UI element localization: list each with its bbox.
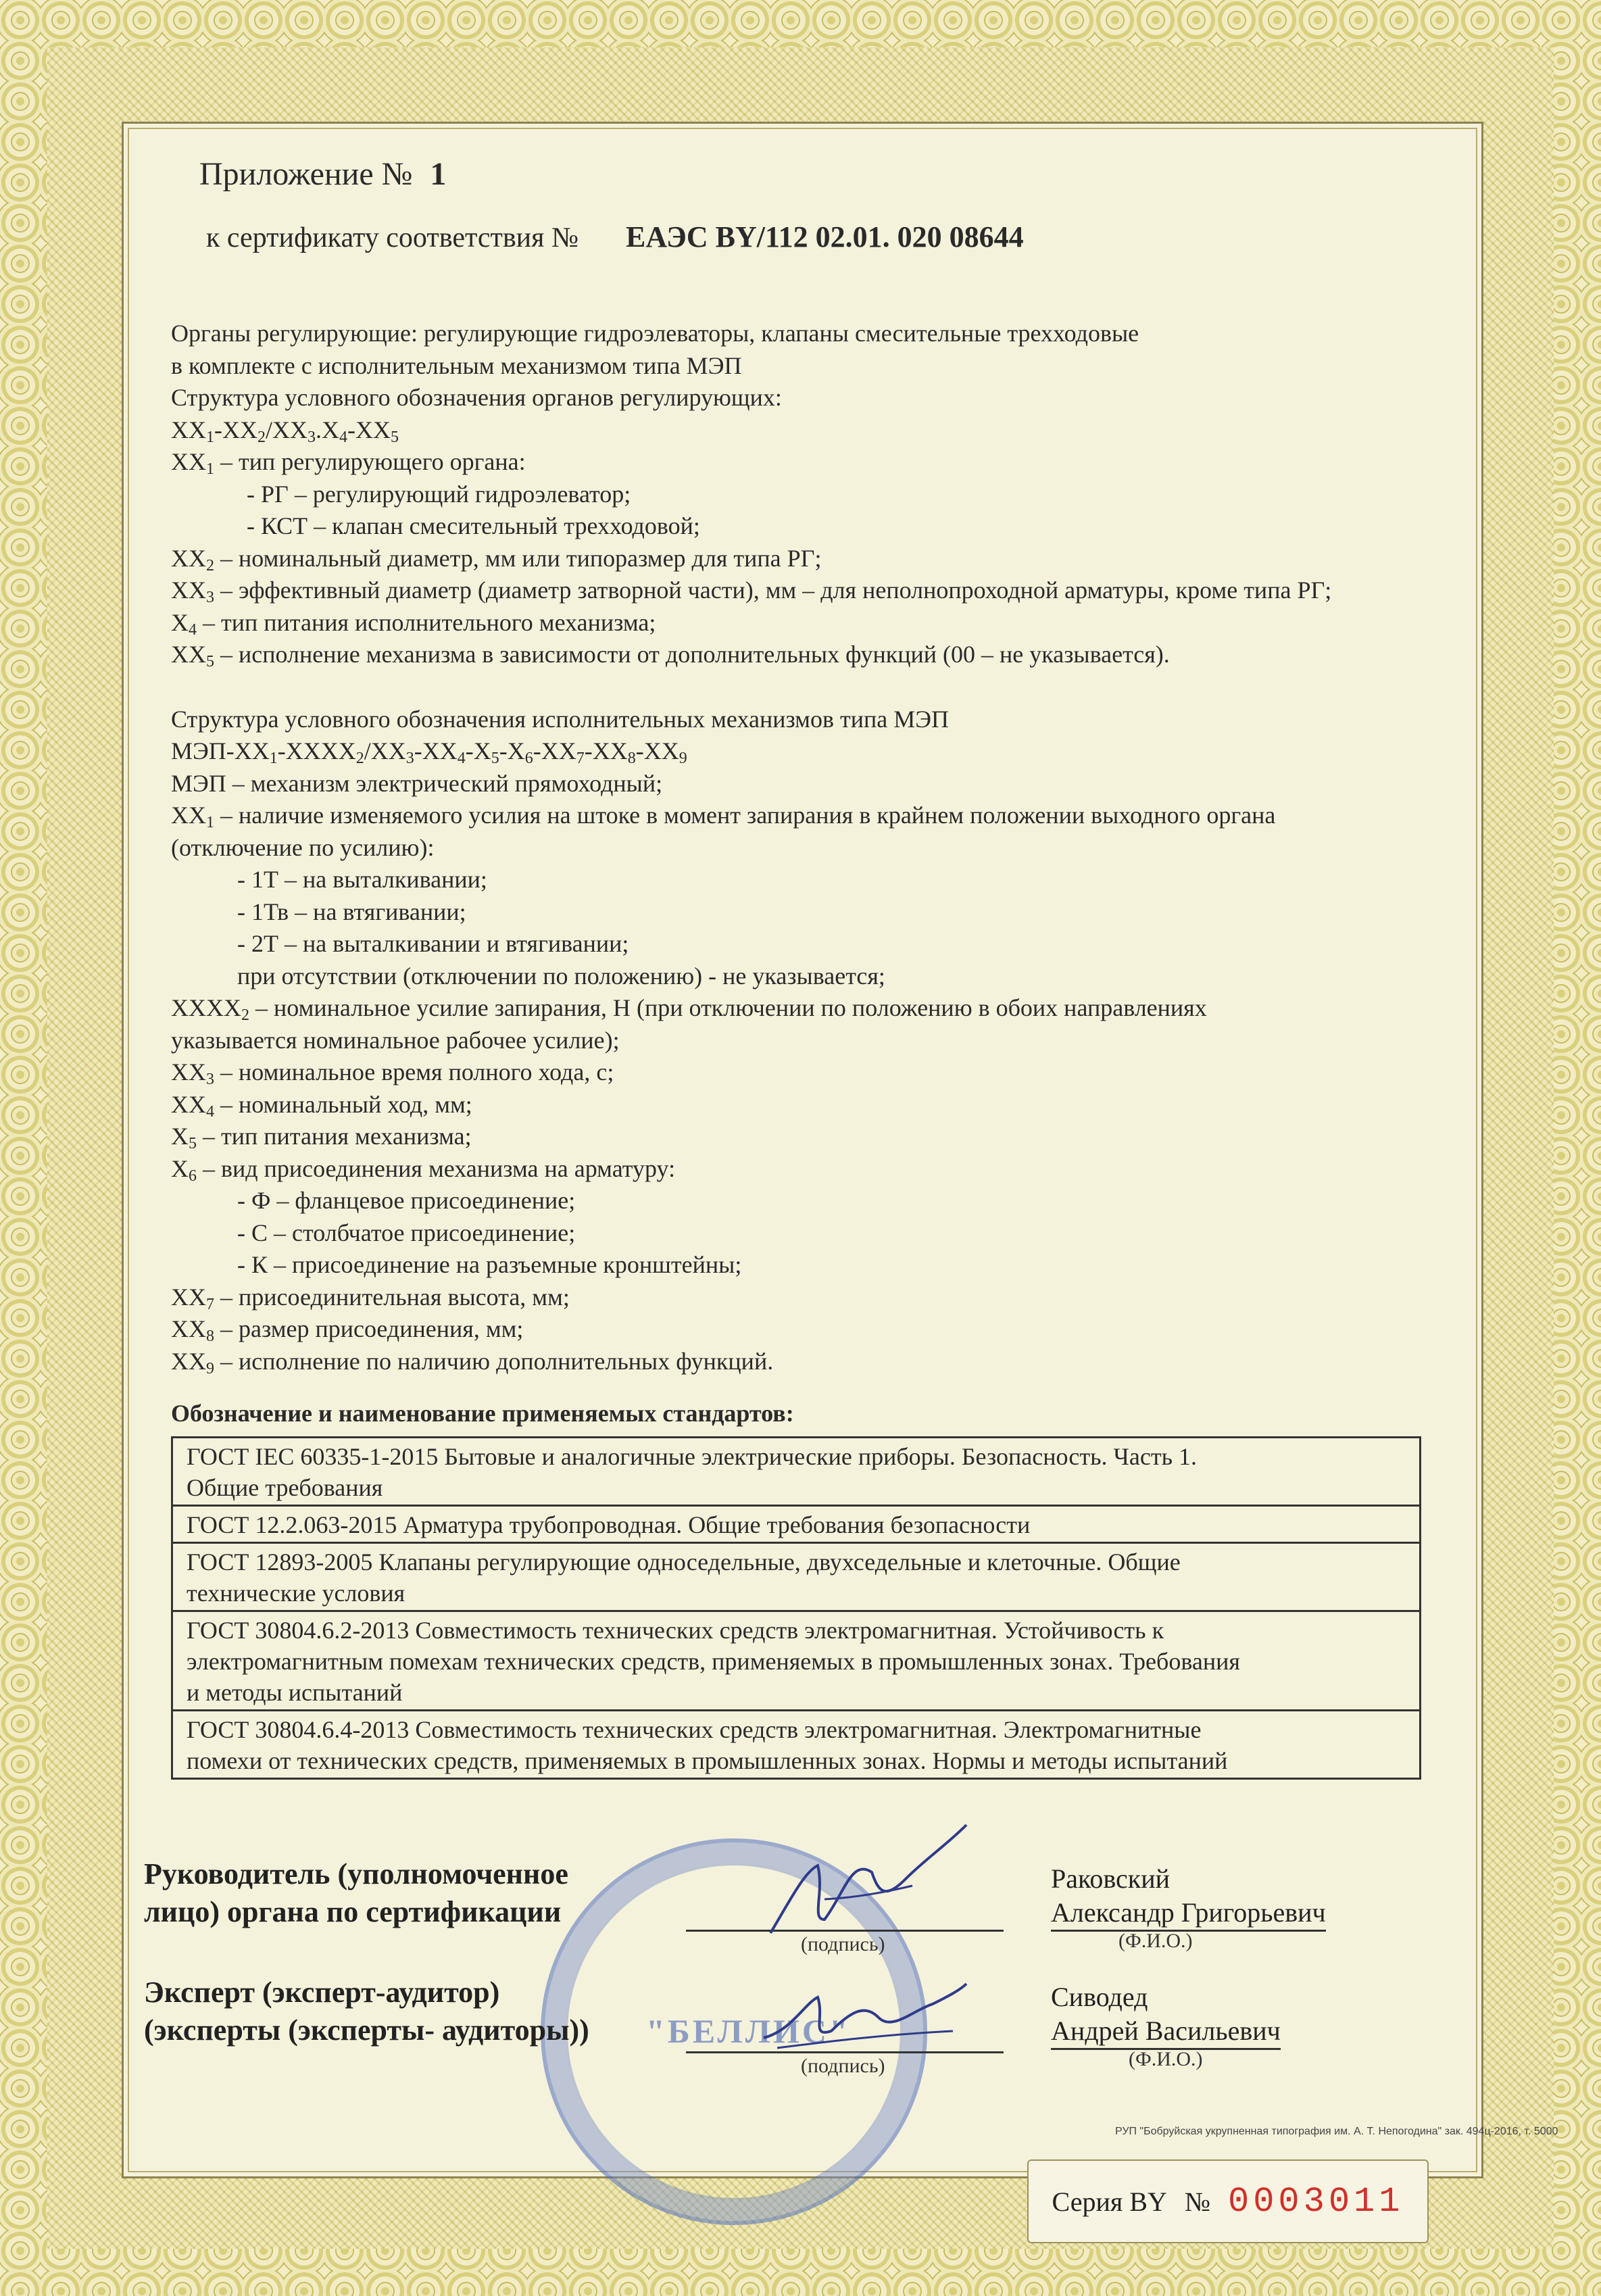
text-line: МЭП – механизм электрический прямоходный; xyxy=(171,769,663,797)
certificate-reference xyxy=(206,220,1024,254)
stamp-text: "БЕЛЛИС" xyxy=(646,2012,851,2050)
description-text xyxy=(171,318,1455,1377)
text-line: $XX_4$ – номинальный ход, мм; xyxy=(171,1090,472,1121)
expert-signature xyxy=(750,1963,973,2065)
head-signature xyxy=(743,1818,987,1953)
text-line: - КСТ – клапан смесительный трехходовой; xyxy=(247,512,700,539)
serial-no-sign: № xyxy=(1184,2186,1211,2217)
standard-cell: ГОСТ 12893-2005 Клапаны регулирующие односедельные, двухседельные и клеточные. Общие технические условия xyxy=(172,1543,1421,1611)
head-title: Руководитель (уполномоченное лицо) органа по сертификации xyxy=(144,1857,568,1928)
text-line: - Ф – фланцевое присоединение; xyxy=(237,1187,576,1214)
expert-fio-caption: (Ф.И.О.) xyxy=(1129,2048,1203,2070)
text-line: при отсутствии (отключении по положению) - не указывается; xyxy=(237,962,885,990)
table-row xyxy=(172,1506,1421,1543)
head-signature-caption: (подпись) xyxy=(801,1933,885,1955)
text-line: в комплекте с исполнительным механизмом типа МЭП xyxy=(171,351,742,379)
text-line: $XXXX_2$ – номинальное усилие запирания, Н (при отключении по положению в обоих направлениях xyxy=(171,994,1207,1024)
text-line: $XX_7$ – присоединительная высота, мм; xyxy=(171,1283,570,1313)
text-line: указывается номинальное рабочее усилие); xyxy=(171,1026,620,1054)
standard-cell: ГОСТ 30804.6.4-2013 Совместимость технических средств электромагнитная. Электромагнитные помехи от технических средств, применяемых в промышленных зонах. Нормы и методы испытаний xyxy=(172,1711,1421,1779)
appendix-title xyxy=(199,155,446,193)
head-name: Раковский Александр Григорьевич xyxy=(1051,1862,1326,1932)
text-line: Структура условного обозначения исполнительных механизмов типа МЭП xyxy=(171,705,949,733)
designation-formula: $XX_1-XX_2/XX_3.X_4-XX_5$ xyxy=(171,416,399,446)
printer-info: РУП "Бобруйская укрупненная типография им. А. Т. Непогодина" зак. 494ц-2016, т. 5000 xyxy=(1115,2126,1558,2137)
table-row xyxy=(172,1711,1421,1779)
mep-formula: МЭП-$XX_1-XXXX_2/XX_3-XX_4-X_5-X_6-XX_7-XX_8-XX_9$ xyxy=(171,737,687,767)
text-line: - К – присоединение на разъемные кронштейны; xyxy=(237,1251,742,1278)
text-line: $X_4$ – тип питания исполнительного механизма; xyxy=(171,608,656,639)
appendix-number: 1 xyxy=(430,156,447,192)
standards-title: Обозначение и наименование применяемых стандартов: xyxy=(171,1400,794,1427)
text-line: - 2Т – на выталкивании и втягивании; xyxy=(237,930,629,957)
text-line: $X_5$ – тип питания механизма; xyxy=(171,1123,472,1152)
serial-number: 0003011 xyxy=(1228,2181,1404,2222)
text-line: $XX_5$ – исполнение механизма в зависимости от дополнительных функций (00 – не указывается). xyxy=(171,641,1170,670)
appendix-label: Приложение № xyxy=(199,156,413,192)
standard-cell: ГОСТ IEC 60335-1-2015 Бытовые и аналогичные электрические приборы. Безопасность. Часть 1. Общие требования xyxy=(172,1438,1421,1506)
text-line: $XX_9$ – исполнение по наличию дополнительных функций. xyxy=(171,1347,774,1377)
serial-number-box xyxy=(1027,2159,1429,2243)
standard-cell: ГОСТ 30804.6.2-2013 Совместимость технических средств электромагнитная. Устойчивость к электромагнитным помехам технических средств, применяемых в промышленных зонах. Требования и методы испытаний xyxy=(172,1611,1421,1711)
standards-table xyxy=(171,1436,1421,1780)
text-line: $XX_3$ – номинальное время полного хода, с; xyxy=(171,1058,614,1088)
table-row xyxy=(172,1543,1421,1611)
text-line: $X_6$ – вид присоединения механизма на арматуру: xyxy=(171,1154,676,1185)
expert-name: Сиводед Андрей Васильевич xyxy=(1051,1980,1281,2050)
cert-label: к сертификату соответствия № xyxy=(206,222,579,253)
expert-title: Эксперт (эксперт-аудитор) (эксперты (эксперты- аудиторы)) xyxy=(144,1976,589,2047)
text-line: $XX_2$ – номинальный диаметр, мм или типоразмер для типа РГ; xyxy=(171,544,822,575)
standard-cell: ГОСТ 12.2.063-2015 Арматура трубопроводная. Общие требования безопасности xyxy=(172,1506,1421,1543)
head-fio-caption: (Ф.И.О.) xyxy=(1118,1930,1193,1952)
serial-label: Серия BY xyxy=(1052,2186,1167,2217)
text-line: - РГ – регулирующий гидроэлеватор; xyxy=(247,480,631,508)
text-line: (отключение по усилию): xyxy=(171,833,435,861)
expert-signature-caption: (подпись) xyxy=(801,2055,885,2077)
text-line: $XX_8$ – размер присоединения, мм; xyxy=(171,1315,524,1345)
text-line: $XX_1$ – наличие изменяемого усилия на штоке в момент запирания в крайнем положении выходного органа xyxy=(171,802,1276,831)
cert-number: ЕАЭС BY/112 02.01. 020 08644 xyxy=(626,220,1024,253)
text-line: - 1Тв – на втягивании; xyxy=(237,898,466,925)
table-row xyxy=(172,1438,1421,1506)
text-line: $XX_3$ – эффективный диаметр (диаметр затворной части), мм – для неполнопроходной арматуры, кроме типа РГ; xyxy=(171,577,1332,606)
text-line: - 1Т – на выталкивании; xyxy=(237,866,487,893)
text-line: Структура условного обозначения органов регулирующих: xyxy=(171,384,782,411)
text-line: - С – столбчатое присоединение; xyxy=(237,1219,576,1246)
text-line: $XX_1$ – тип регулирующего органа: xyxy=(171,448,526,478)
table-row xyxy=(172,1611,1421,1711)
text-line: Органы регулирующие: регулирующие гидроэлеваторы, клапаны смесительные трехходовые xyxy=(171,320,1139,347)
